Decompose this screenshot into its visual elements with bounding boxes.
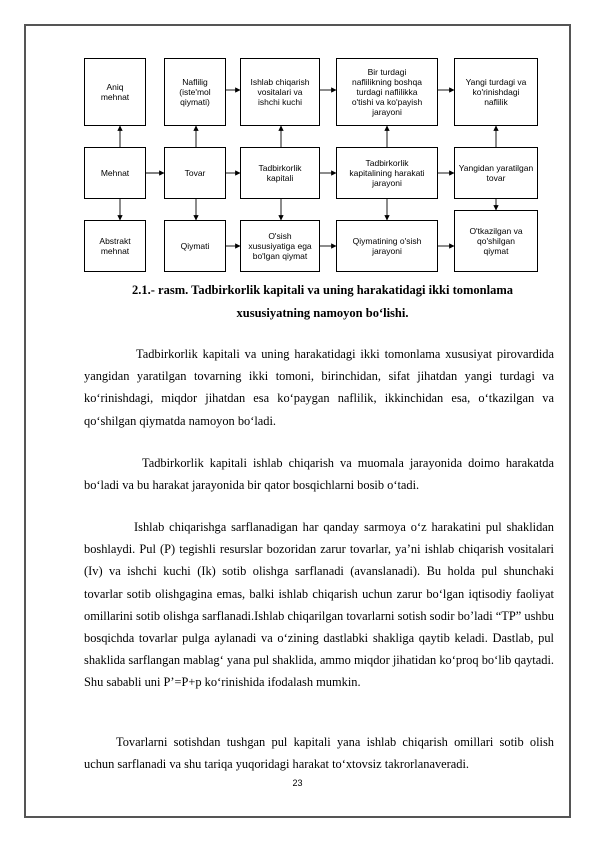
paragraph-2: Tadbirkorlik kapitali ishlab chiqarish va muomala jarayonida doimo harakatda bo‘ladi va bu harakat jarayonida bir qator bosqichlarni bosib o‘tadi. (84, 456, 554, 493)
page-number: 23 (292, 778, 303, 788)
box-abstrakt-mehnat: Abstrakt mehnat (84, 220, 146, 272)
box-kapital-harakati: Tadbirkorlik kapitalining harakati jarayoni (336, 147, 438, 199)
box-naflilig: Naflilig (iste'mol qiymati) (164, 58, 226, 126)
box-naflilik-otishi: Bir turdagi naflilikning boshqa turdagi naflilikka o'tishi va ko'payish jarayoni (336, 58, 438, 126)
box-ishlab-chiqarish-vositalari: Ishlab chiqarish vositalari va ishchi kuchi (240, 58, 320, 126)
paragraph-1: Tadbirkorlik kapitali va uning harakatidagi ikki tomonlama xususiyat pirovardida yangidan yaratilgan tovarning ikki tomoni, birinchidan, sifat jihatdan yangi turdagi va ko‘rinishdagi, miqdor jihatdan esa ko‘paygan naflilik, ikkinchidan esa, o‘tkazilgan va qo‘shilgan qiymatda namoyon bo‘ladi. (84, 347, 554, 428)
box-otkazilgan-qiymat: O'tkazilgan va qo'shilgan qiymat (454, 210, 538, 272)
box-tovar: Tovar (164, 147, 226, 199)
figure-caption-line2: xususiyatning namoyon bo‘lishi. (236, 306, 409, 320)
box-osish-qiymat: O'sish xususiyatiga ega bo'lgan qiymat (240, 220, 320, 272)
box-qiymat-osish-jarayoni: Qiymatining o'sish jarayoni (336, 220, 438, 272)
figure-caption-line1: 2.1.- rasm. Tadbirkorlik kapitali va uning harakatidagi ikki tomonlama (132, 283, 513, 297)
paragraph-4: Tovarlarni sotishdan tushgan pul kapitali yana ishlab chiqarish omillari sotib olish uchun sarflanadi va shu tariqa yuqoridagi harakat to‘xtovsiz takrorlanaveradi. (84, 735, 554, 772)
box-yangi-tovar: Yangidan yaratilgan tovar (454, 147, 538, 199)
box-qiymati: Qiymati (164, 220, 226, 272)
box-yangi-naflilik: Yangi turdagi va ko'rinishdagi naflilik (454, 58, 538, 126)
box-tadbirkorlik-kapitali: Tadbirkorlik kapitali (240, 147, 320, 199)
paragraph-3: Ishlab chiqarishga sarflanadigan har qanday sarmoya o‘z harakatini pul shaklidan boshlaydi. Pul (P) tegishli resurslar bozoridan zarur tovarlar, ya’ni ishlab chiqarish vositalari (Iv) va ishchi kuchi (Ik) sotib olishga sarflanadi (avanslanadi). Bu holda pul shunchaki tovarlar sotib olishgagina emas, balki ishlab chiqarish uchun zarur bo‘lgan iqtisodiy faoliyat omillarini sotib olishga sarflanadi.Ishlab chiqarilgan tovarlarni sotish sodir bo’ladi “TP” ushbu bosqichda tovarlar pulga aylanadi va o‘zining dastlabki shakliga qaytib keladi. Dastlab, pul shaklida sarflangan mablag‘ yana pul shaklida, ammo miqdor jihatidan ko‘proq bo‘lib qaytadi. Shu sababli uni P’=P+p ko‘rinishida ifodalash mumkin. (84, 520, 554, 690)
box-mehnat: Mehnat (84, 147, 146, 199)
box-aniq-mehnat: Aniq mehnat (84, 58, 146, 126)
